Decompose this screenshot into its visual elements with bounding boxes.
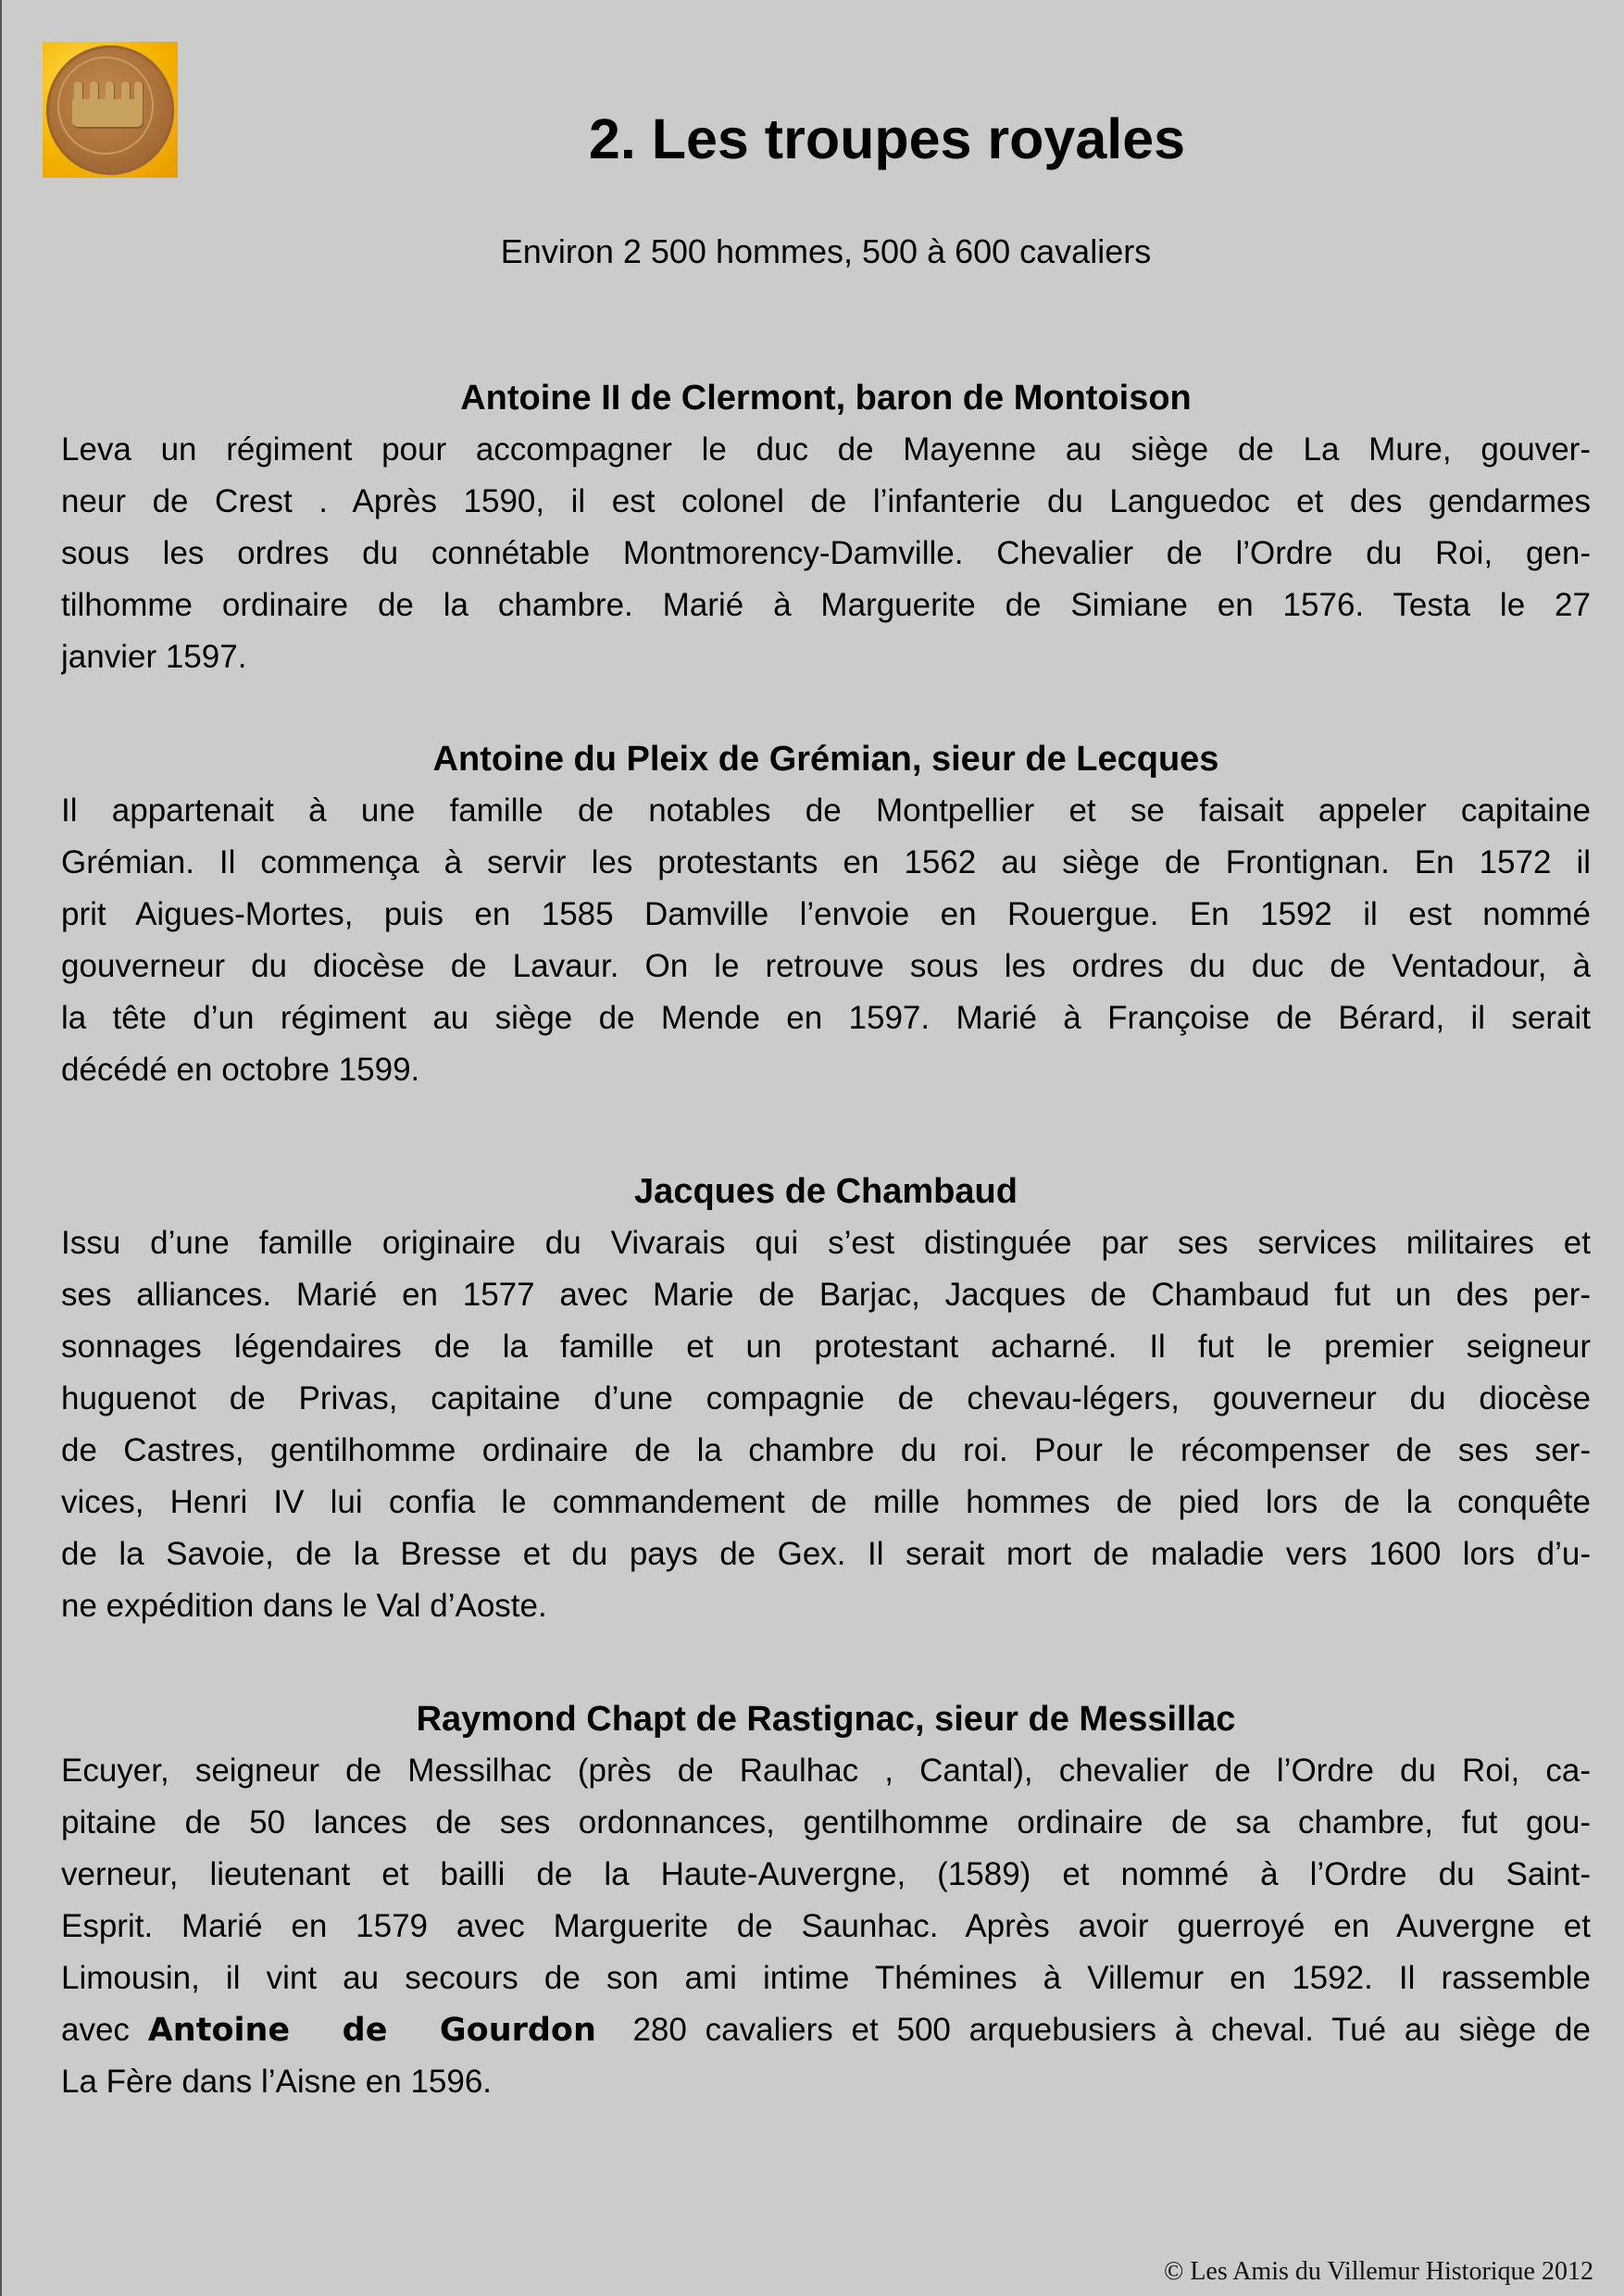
body-text-line: neur de Crest . Après 1590, il est colonel de l’infanterie du Languedoc et des gendarmes: [61, 483, 1591, 519]
section-gremian: [61, 733, 1591, 1096]
body-text-line: de Castres, gentilhomme ordinaire de la chambre du roi. Pour le récompenser de ses ser-: [61, 1432, 1591, 1468]
section-heading: Antoine du Pleix de Grémian, sieur de Lecques: [432, 740, 1219, 779]
section-rastignac: [61, 1693, 1591, 2108]
section-montoison: [61, 372, 1591, 683]
body-text-line: Leva un régiment pour accompagner le duc de Mayenne au siège de La Mure, gouver-: [61, 431, 1591, 468]
section-heading: Antoine II de Clermont, baron de Montoison: [460, 379, 1192, 418]
body-text-line: Esprit. Marié en 1579 avec Marguerite de Saunhac. Après avoir guerroyé en Auvergne et: [61, 1908, 1591, 1944]
crown-base: [72, 99, 143, 127]
body-text-line: tilhomme ordinaire de la chambre. Marié à Marguerite de Simiane en 1576. Testa le 27: [61, 587, 1591, 623]
body-text-line: de la Savoie, de la Bresse et du pays de Gex. Il serait mort de maladie vers 1600 lors d’u-: [61, 1536, 1591, 1572]
body-text-line: sous les ordres du connétable Montmorency-Damville. Chevalier de l’Ordre du Roi, gen-: [61, 535, 1591, 571]
body-text-line: Ecuyer, seigneur de Messilhac (près de Raulhac , Cantal), chevalier de l’Ordre du Roi, ca-: [61, 1753, 1591, 1789]
page-subtitle: Environ 2 500 hommes, 500 à 600 cavaliers: [500, 232, 1152, 270]
page-title: 2. Les troupes royales: [588, 107, 1186, 170]
body-text-line: Il appartenait à une famille de notables de Montpellier et se faisait appeler capitaine: [61, 792, 1591, 829]
body-text-line: pitaine de 50 lances de ses ordonnances, gentilhomme ordinaire de sa chambre, fut gou-: [61, 1804, 1591, 1841]
body-text-line: gouverneur du diocèse de Lavaur. On le retrouve sous les ordres du duc de Ventadour, à: [61, 948, 1591, 984]
body-text-line: ses alliances. Marié en 1577 avec Marie de Barjac, Jacques de Chambaud fut un des per-: [61, 1277, 1591, 1313]
section-heading: Raymond Chapt de Rastignac, sieur de Messillac: [416, 1700, 1236, 1739]
body-text-line: La Fère dans l’Aisne en 1596.: [61, 2064, 493, 2100]
body-text-line: Grémian. Il commença à servir les protestants en 1562 au siège de Frontignan. En 1572 il: [61, 844, 1591, 880]
body-text-line: [61, 2004, 1591, 2056]
body-text-line: janvier 1597.: [61, 639, 247, 675]
body-text-line: prit Aigues-Mortes, puis en 1585 Damville l’envoie en Rouergue. En 1592 il est nommé: [61, 896, 1591, 932]
body-text-line: vices, Henri IV lui confia le commandement de mille hommes de pied lors de la conquête: [61, 1484, 1591, 1520]
text-segment: avec: [61, 2012, 148, 2048]
body-text-line: huguenot de Privas, capitaine d’une compagnie de chevau-légers, gouverneur du diocèse: [61, 1380, 1591, 1416]
bold-person-name: Antoine de Gourdon: [147, 2012, 596, 2049]
body-text-line: sonnages légendaires de la famille et un protestant acharné. Il fut le premier seigneur: [61, 1329, 1591, 1365]
body-text-line: Limousin, il vint au secours de son ami intime Thémines à Villemur en 1592. Il rassemble: [61, 1960, 1591, 1996]
body-text-line: ne expédition dans le Val d’Aoste.: [61, 1588, 547, 1624]
body-text-line: Issu d’une famille originaire du Vivarais qui s’est distinguée par ses services militaires et: [61, 1225, 1591, 1261]
body-text-line: la tête d’un régiment au siège de Mende en 1597. Marié à Françoise de Bérard, il serait: [61, 1000, 1591, 1036]
section-heading: Jacques de Chambaud: [634, 1172, 1018, 1211]
body-text-line: décédé en octobre 1599.: [61, 1052, 420, 1088]
body-text-line: verneur, lieutenant et bailli de la Haute-Auvergne, (1589) et nommé à l’Ordre du Saint-: [61, 1856, 1591, 1892]
page-left-border: [0, 0, 2, 2296]
seal-crown-icon: [43, 42, 178, 178]
text-segment: 280 cavaliers et 500 arquebusiers à cheval. Tué au siège de: [595, 2012, 1591, 2048]
copyright-footer: © Les Amis du Villemur Historique 2012: [1164, 2257, 1593, 2286]
section-chambaud: [61, 1166, 1591, 1632]
